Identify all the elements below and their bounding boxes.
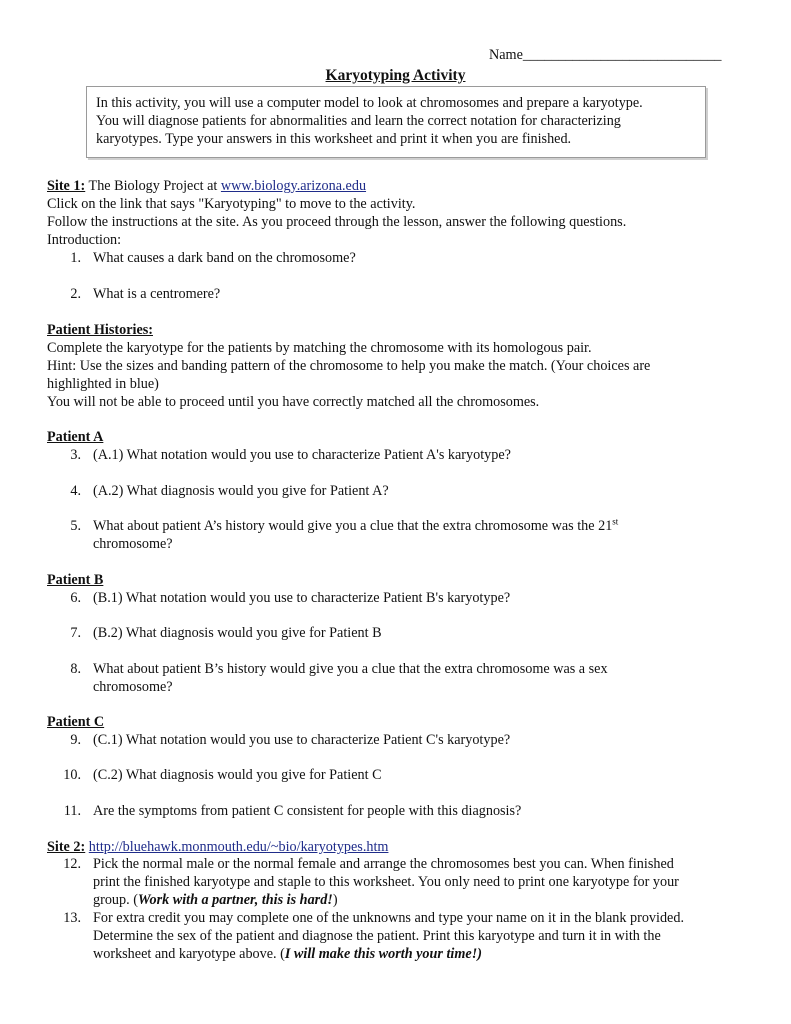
intro-line: You will diagnose patients for abnormalities and learn the correct notation for characterizing	[96, 113, 621, 129]
q12-emphasis: Work with a partner, this is hard!	[137, 892, 333, 908]
question-number: 3.	[70, 447, 81, 463]
question-3: (A.1) What notation would you use to characterize Patient A's karyotype?	[93, 447, 511, 463]
question-7: (B.2) What diagnosis would you give for Patient B	[93, 625, 382, 641]
question-number: 1.	[70, 250, 81, 266]
patient-histories-heading: Patient Histories:	[47, 322, 153, 338]
q12-text-end: )	[332, 892, 338, 908]
name-field	[489, 46, 722, 64]
question-11: Are the symptoms from patient C consistent for people with this diagnosis?	[93, 803, 522, 819]
histories-line: You will not be able to proceed until you have correctly matched all the chromosomes.	[47, 394, 540, 410]
question-13-line1: For extra credit you may complete one of the unknowns and type your name on it in the blank provided.	[93, 910, 684, 926]
site2-link[interactable]: http://bluehawk.monmouth.edu/~bio/karyotypes.htm	[88, 839, 389, 855]
question-13-line3	[93, 945, 482, 963]
site2-line	[47, 838, 388, 856]
question-5-line1: What about patient A’s history would give you a clue that the extra chromosome was the 21	[93, 518, 613, 534]
site1-text: The Biology Project at	[85, 178, 221, 194]
question-12-line1: Pick the normal male or the normal female and arrange the chromosomes best you can. When finished	[93, 856, 674, 872]
introduction-label: Introduction:	[47, 232, 122, 248]
question-10: (C.2) What diagnosis would you give for Patient C	[93, 767, 382, 783]
ordinal-suffix: st	[612, 516, 619, 527]
question-9: (C.1) What notation would you use to characterize Patient C's karyotype?	[93, 732, 511, 748]
patient-c-heading: Patient C	[47, 714, 105, 730]
intro-line: karyotypes. Type your answers in this worksheet and print it when you are finished.	[96, 131, 572, 147]
q13-emphasis: I will make this worth your time!)	[284, 946, 482, 962]
histories-line: highlighted in blue)	[47, 376, 159, 392]
site2-label: Site 2:	[47, 839, 86, 855]
site1-instruction: Follow the instructions at the site. As you proceed through the lesson, answer the following questions.	[47, 214, 627, 230]
question-13-line2: Determine the sex of the patient and diagnose the patient. Print this karyotype and turn it in with the	[93, 928, 661, 944]
page-title: Karyotyping Activity	[325, 67, 466, 84]
question-12-line3	[93, 891, 338, 909]
question-2: What is a centromere?	[93, 286, 221, 302]
question-number: 4.	[70, 483, 81, 499]
site1-label: Site 1:	[47, 178, 86, 194]
patient-b-heading: Patient B	[47, 572, 104, 588]
site1-instruction: Click on the link that says "Karyotyping" to move to the activity.	[47, 196, 416, 212]
question-8-line1: What about patient B’s history would give you a clue that the extra chromosome was a sex	[93, 661, 608, 677]
question-number: 7.	[70, 625, 81, 641]
question-12-line2: print the finished karyotype and staple to this worksheet. You only need to print one karyotype for your	[93, 874, 679, 890]
question-number: 11.	[63, 803, 81, 819]
question-number: 6.	[70, 590, 81, 606]
question-8-line2: chromosome?	[93, 679, 173, 695]
intro-box	[86, 86, 706, 158]
question-number: 8.	[70, 661, 81, 677]
name-label: Name	[489, 47, 523, 63]
question-1: What causes a dark band on the chromosome?	[93, 250, 356, 266]
question-number: 5.	[70, 518, 81, 534]
patient-a-heading: Patient A	[47, 429, 104, 445]
histories-line: Complete the karyotype for the patients by matching the chromosome with its homologous pair.	[47, 340, 592, 356]
intro-line: In this activity, you will use a computer model to look at chromosomes and prepare a karyotype.	[96, 95, 643, 111]
site1-link[interactable]: www.biology.arizona.edu	[220, 178, 367, 194]
question-number: 12.	[63, 856, 81, 872]
site1-line	[47, 177, 366, 195]
histories-line: Hint: Use the sizes and banding pattern of the chromosome to help you make the match. (Your choices are	[47, 358, 651, 374]
question-5-line2: chromosome?	[93, 536, 173, 552]
question-6: (B.1) What notation would you use to characterize Patient B's karyotype?	[93, 590, 511, 606]
name-blank: ____________________________	[522, 47, 722, 63]
question-5	[93, 517, 618, 535]
question-number: 2.	[70, 286, 81, 302]
question-number: 10.	[63, 767, 81, 783]
question-number: 13.	[63, 910, 81, 926]
question-number: 9.	[70, 732, 81, 748]
q12-text: group. (	[93, 892, 138, 908]
question-4: (A.2) What diagnosis would you give for Patient A?	[93, 483, 389, 499]
q13-text: worksheet and karyotype above. (	[93, 946, 285, 962]
